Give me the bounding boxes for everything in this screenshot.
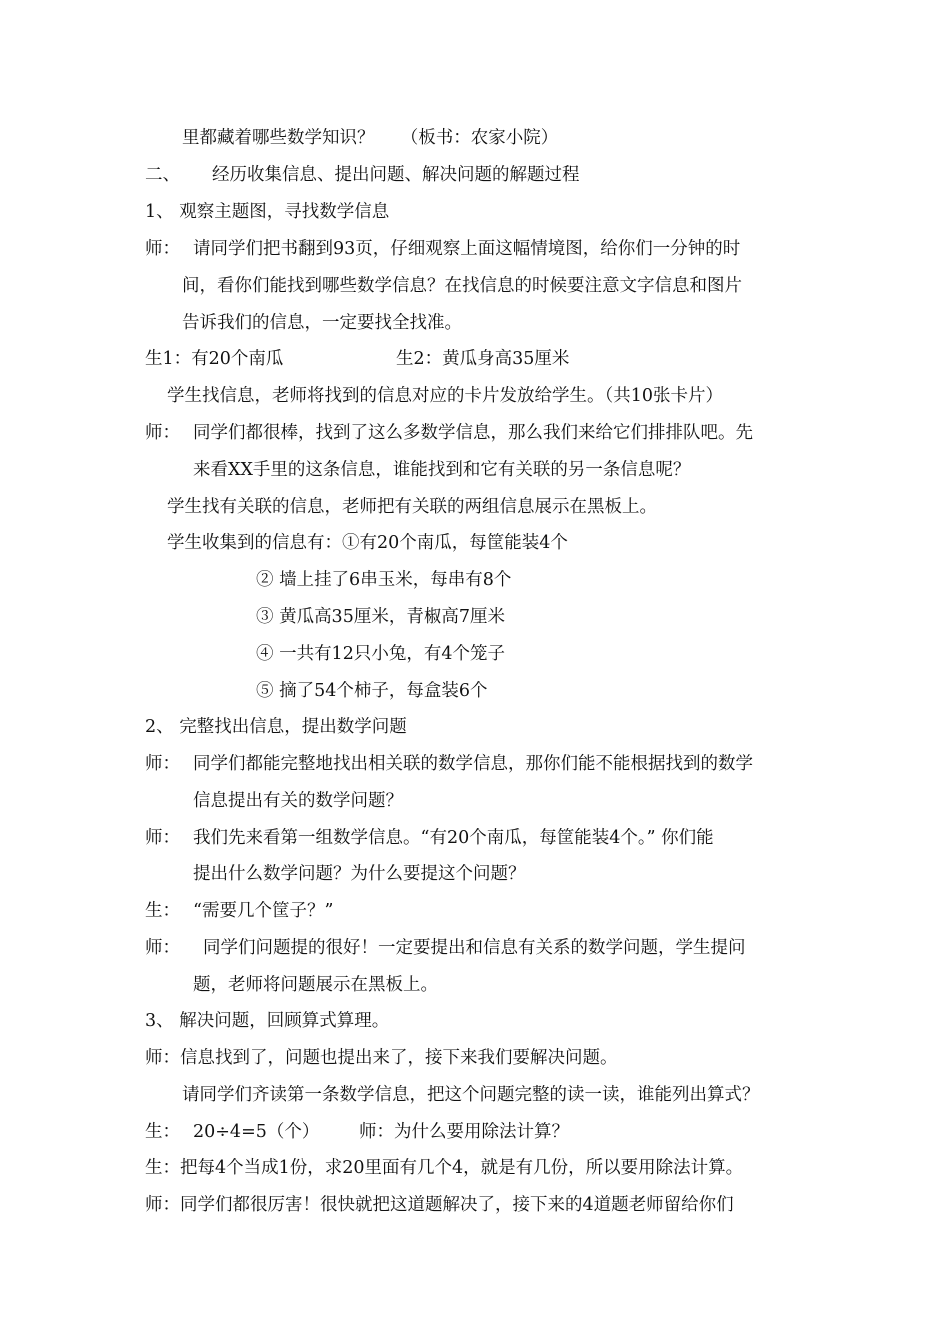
speaker-label: 师： <box>145 423 180 443</box>
speaker-label: 师： <box>145 754 180 774</box>
dialogue-line: 师：信息找到了，问题也提出来了，接下来我们要解决问题。 <box>145 1048 618 1068</box>
dialogue-text: 同学们都能完整地找出相关联的数学信息，那你们能不能根据找到的数学 <box>193 754 753 774</box>
subsection-heading: 3、 解决问题，回顾算式算理。 <box>145 1011 390 1031</box>
info-list-item: ② 墙上挂了6串玉米，每串有8个 <box>256 570 512 590</box>
subsection-heading: 2、 完整找出信息，提出数学问题 <box>145 717 407 737</box>
dialogue-text: 师：为什么要用除法计算？ <box>359 1122 569 1142</box>
speaker-label: 师： <box>145 828 180 848</box>
student-answer: 生1：有20个南瓜 <box>145 349 284 369</box>
text-line: 题，老师将问题展示在黑板上。 <box>193 975 438 995</box>
dialogue-text: 同学们问题提的很好！一定要提出和信息有关系的数学问题，学生提问 <box>203 938 746 958</box>
dialogue-text: “需要几个筐子？” <box>193 901 334 921</box>
text-line: 信息提出有关的数学问题？ <box>193 791 403 811</box>
dialogue-text: 我们先来看第一组数学信息。“有20个南瓜，每筐能装4个。” 你们能 <box>193 828 714 848</box>
student-answer: 生2：黄瓜身高35厘米 <box>396 349 570 369</box>
section-number: 二、 <box>145 165 180 185</box>
text-line: 告诉我们的信息，一定要找全找准。 <box>182 313 462 333</box>
text-line: 间，看你们能找到哪些数学信息？在找信息的时候要注意文字信息和图片 <box>182 276 742 296</box>
text-line: 里都藏着哪些数学知识？ （板书：农家小院） <box>182 128 559 148</box>
dialogue-line <box>145 899 333 923</box>
dialogue-text: 请同学们把书翻到93页，仔细观察上面这幅情境图，给你们一分钟的时 <box>193 239 741 259</box>
dialogue-line <box>145 752 753 776</box>
dialogue-line <box>145 1120 569 1144</box>
speaker-label: 师： <box>145 938 180 958</box>
text-line: 来看XX手里的这条信息，谁能找到和它有关联的另一条信息呢？ <box>193 460 691 480</box>
dialogue-line: 生：把每4个当成1份，求20里面有几个4，就是有几份，所以要用除法计算。 <box>145 1158 744 1178</box>
info-list-item: ④ 一共有12只小兔，有4个笼子 <box>256 644 505 664</box>
text-line: 学生找有关联的信息，老师把有关联的两组信息展示在黑板上。 <box>167 497 657 517</box>
dialogue-line: 师：同学们都很厉害！很快就把这道题解决了，接下来的4道题老师留给你们 <box>145 1195 734 1215</box>
info-list-intro: 学生收集到的信息有：①有20个南瓜，每筐能装4个 <box>167 533 568 553</box>
dialogue-text: 同学们都很棒，找到了这么多数学信息，那么我们来给它们排排队吧。先 <box>193 423 753 443</box>
subsection-heading: 1、 观察主题图，寻找数学信息 <box>145 202 390 222</box>
speaker-label: 生： <box>145 901 180 921</box>
speaker-label: 师： <box>145 239 180 259</box>
section-heading <box>145 163 580 187</box>
info-list-item: ⑤ 摘了54个柿子，每盒装6个 <box>256 681 488 701</box>
dialogue-line <box>145 936 746 960</box>
equation: 20÷4=5（个） <box>193 1122 320 1142</box>
text-line: 提出什么数学问题？为什么要提这个问题？ <box>193 864 526 884</box>
dialogue-line <box>145 826 714 850</box>
dialogue-line <box>145 347 569 371</box>
info-list-item: ③ 黄瓜高35厘米，青椒高7厘米 <box>256 607 505 627</box>
text-line: 学生找信息，老师将找到的信息对应的卡片发放给学生。（共10张卡片） <box>167 386 724 406</box>
dialogue-line <box>145 421 753 445</box>
dialogue-line <box>145 237 740 261</box>
speaker-label: 生： <box>145 1122 180 1142</box>
text-line: 请同学们齐读第一条数学信息，把这个问题完整的读一读，谁能列出算式？ <box>182 1085 760 1105</box>
section-title: 经历收集信息、提出问题、解决问题的解题过程 <box>212 165 580 185</box>
